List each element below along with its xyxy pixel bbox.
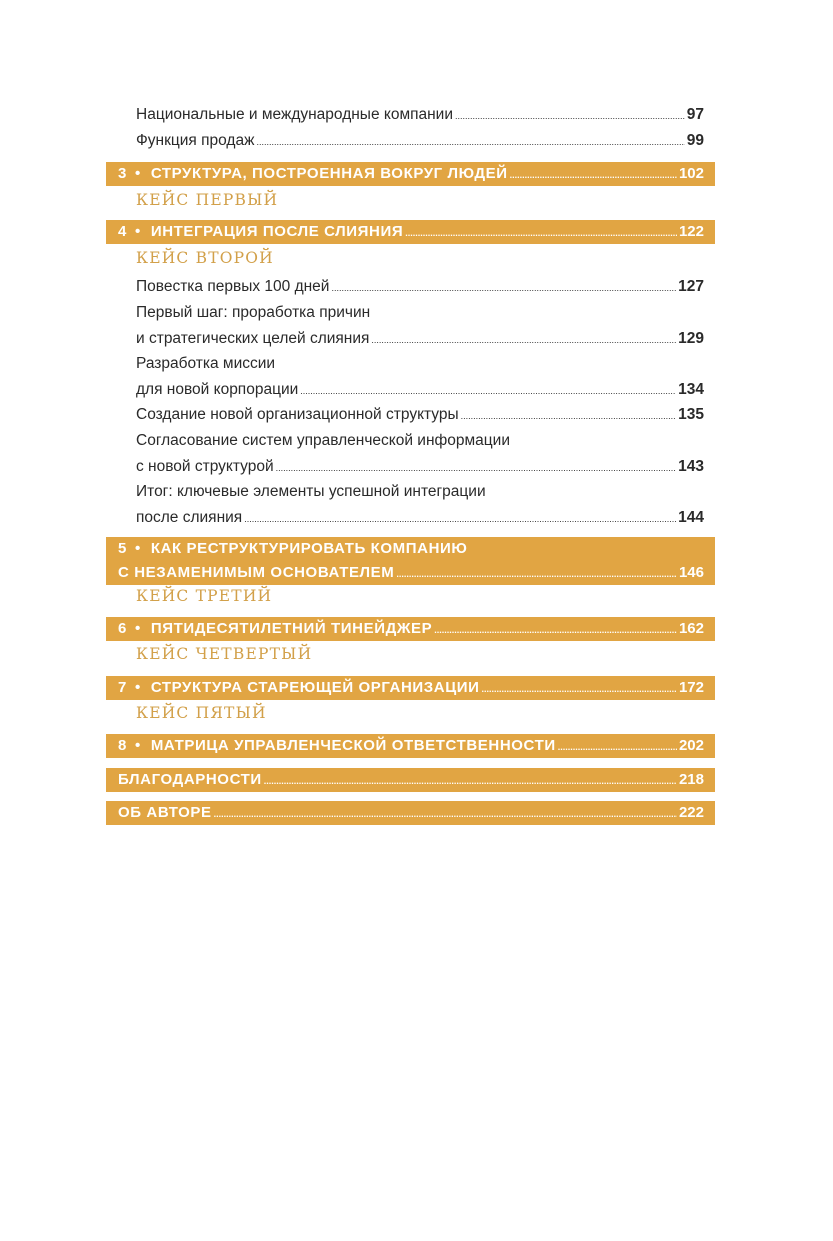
toc-item-title: Создание новой организационной структуры [136,406,459,423]
toc-item-page: 144 [678,509,704,526]
toc-item-page: 134 [678,381,704,398]
chapter-page: 122 [678,223,704,240]
chapter-page: 202 [678,737,704,754]
chapter-title: СТРУКТУРА СТАРЕЮЩЕЙ ОРГАНИЗАЦИИ [150,679,480,696]
chapter-number: 8 [118,737,127,754]
leader-dots [256,128,684,155]
toc-item-national-companies[interactable] [136,102,704,128]
leader-dots [396,561,677,586]
toc-item-title: с новой структурой [136,458,274,475]
leader-dots [331,274,676,301]
toc-item-page: 129 [678,330,704,347]
chapter-number: 5 [118,540,127,557]
section-page: 218 [678,771,704,788]
toc-item-title: и стратегических целей слияния [136,330,370,347]
acknowledgements-heading[interactable] [106,768,715,792]
chapter-bullet: • [134,223,141,240]
toc-item-title-line1: Разработка миссии [136,355,276,372]
leader-dots [455,102,685,129]
case-label: КЕЙС ЧЕТВЕРТЫЙ [136,645,313,663]
chapter-page: 162 [678,620,704,637]
toc-item-title-line1: Первый шаг: проработка причин [136,304,371,321]
chapter-3-heading[interactable] [106,162,715,186]
leader-dots [461,402,676,429]
chapter-page: 172 [678,679,704,696]
case-label: КЕЙС ПЯТЫЙ [136,704,267,722]
chapter-title: С НЕЗАМЕНИМЫМ ОСНОВАТЕЛЕМ [118,564,395,581]
chapter-title: МАТРИЦА УПРАВЛЕНЧЕСКОЙ ОТВЕТСТВЕННОСТИ [150,737,556,754]
toc-item-sales-function[interactable] [136,128,704,154]
leader-dots [371,326,676,353]
chapter-7-heading[interactable] [106,676,715,700]
toc-item-page: 97 [686,106,704,123]
leader-dots [214,801,677,826]
leader-dots [244,505,676,532]
leader-dots [510,162,677,187]
toc-item-page: 99 [686,132,704,149]
toc-item-integration-summary[interactable] [136,479,704,531]
chapter-bullet: • [134,540,141,557]
toc-item-page: 127 [678,278,704,295]
chapter-4-heading[interactable] [106,220,715,244]
leader-dots [558,734,677,759]
leader-dots [264,768,677,793]
toc-item-page: 143 [678,458,704,475]
chapter-bullet: • [134,620,141,637]
toc-item-title: Функция продаж [136,132,255,149]
section-page: 222 [678,804,704,821]
chapter-5-heading[interactable] [106,537,715,585]
case-label: КЕЙС ПЕРВЫЙ [136,191,279,209]
leader-dots [276,454,676,481]
chapter-number: 6 [118,620,127,637]
toc-item-title: после слияния [136,509,243,526]
leader-dots [434,617,677,642]
leader-dots [482,676,677,701]
leader-dots [405,220,677,245]
chapter-title: ИНТЕГРАЦИЯ ПОСЛЕ СЛИЯНИЯ [150,223,404,240]
chapter-number: 3 [118,165,127,182]
chapter-page: 146 [678,564,704,581]
toc-item-mission[interactable] [136,351,704,403]
chapter-bullet: • [134,165,141,182]
toc-item-title: для новой корпорации [136,381,299,398]
toc-item-page: 135 [678,406,704,423]
toc-item-title: Повестка первых 100 дней [136,278,330,295]
section-title: БЛАГОДАРНОСТИ [118,771,262,788]
case-label: КЕЙС ВТОРОЙ [136,249,274,267]
chapter-bullet: • [134,737,141,754]
chapter-number: 4 [118,223,127,240]
toc-item-title: Национальные и международные компании [136,106,454,123]
section-title: ОБ АВТОРЕ [118,804,212,821]
case-label: КЕЙС ТРЕТИЙ [136,587,273,605]
about-author-heading[interactable] [106,801,715,825]
toc-item-new-structure[interactable] [136,402,704,428]
chapter-8-heading[interactable] [106,734,715,758]
toc-item-first-step[interactable] [136,300,704,352]
chapter-6-heading[interactable] [106,617,715,641]
leader-dots [300,377,676,404]
chapter-bullet: • [134,679,141,696]
chapter-title-line1: КАК РЕСТРУКТУРИРОВАТЬ КОМПАНИЮ [150,540,468,557]
chapter-title: ПЯТИДЕСЯТИЛЕТНИЙ ТИНЕЙДЖЕР [150,620,433,637]
toc-item-mis-alignment[interactable] [136,428,704,480]
chapter-page: 102 [678,165,704,182]
toc-item-title-line1: Согласование систем управленческой информации [136,432,510,449]
toc-item-first-100-days[interactable] [136,274,704,300]
chapter-title: СТРУКТУРА, ПОСТРОЕННАЯ ВОКРУГ ЛЮДЕЙ [150,165,508,182]
toc-item-title-line1: Итог: ключевые элементы успешной интеграции [136,483,486,500]
chapter-number: 7 [118,679,127,696]
